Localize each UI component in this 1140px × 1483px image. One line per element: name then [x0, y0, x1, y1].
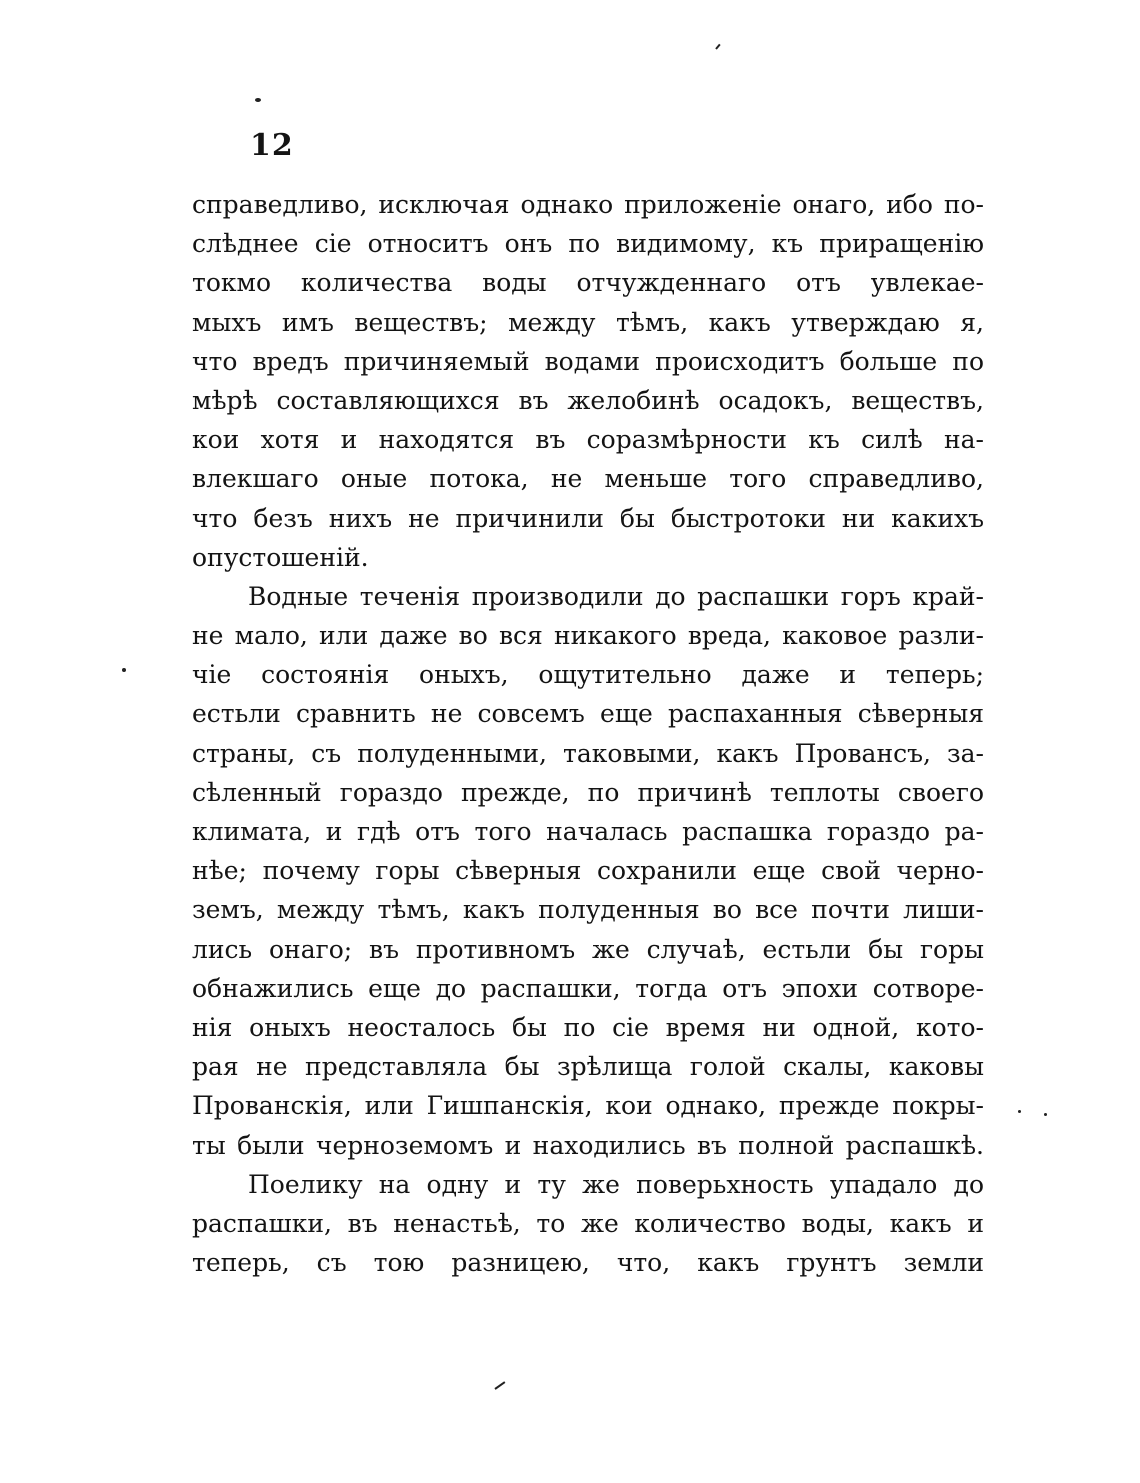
text-line: климата, и гдѣ отъ того началась распашка гораздо ра- — [192, 817, 984, 846]
scan-speck — [122, 668, 126, 672]
scan-mark — [494, 1381, 505, 1390]
text-line: влекшаго оные потока, не меньше того справедливо, — [192, 464, 984, 494]
text-line: Поелику на одну и ту же поверьхность упадало до — [248, 1169, 984, 1199]
text-line: рая не представляла бы зрѣлища голой скалы, каковы — [192, 1052, 984, 1082]
text-line: лись онаго; въ противномъ же случаѣ, естьли бы горы — [192, 934, 984, 964]
text-line: опустошеній. — [192, 542, 369, 572]
text-line: обнажились еще до распашки, тогда отъ эпохи сотворе- — [192, 973, 984, 1003]
text-line: земъ, между тѣмъ, какъ полуденныя во все почти лиши- — [192, 895, 984, 925]
text-line: кои хотя и находятся въ соразмѣрности къ силѣ на- — [192, 425, 984, 455]
text-line: мыхъ имъ веществъ; между тѣмъ, какъ утверждаю я, — [192, 307, 984, 337]
text-line: теперь, съ тою разницею, что, какъ грунтъ земли — [192, 1248, 984, 1278]
text-line: нѣе; почему горы сѣверныя сохранили еще свой черно- — [192, 856, 984, 886]
scan-speck — [1018, 1110, 1021, 1113]
scan-speck — [255, 98, 261, 102]
text-line: справедливо, исключая однако приложеніе онаго, ибо по- — [192, 190, 984, 219]
scan-speck — [1044, 1113, 1047, 1116]
text-line: Водные теченія производили до распашки горъ край- — [248, 581, 984, 611]
text-line: мѣрѣ составляющихся въ желобинѣ осадокъ, веществъ, — [192, 385, 984, 415]
text-line: сѣленный гораздо прежде, по причинѣ теплоты своего — [192, 777, 984, 807]
text-line: слѣднее сіе относитъ онъ по видимому, къ приращенію — [192, 229, 984, 259]
page-number: 12 — [250, 128, 294, 163]
text-line: не мало, или даже во вся никакого вреда, каковое разли- — [192, 621, 984, 651]
text-line: страны, съ полуденными, таковыми, какъ Провансъ, за- — [192, 738, 984, 768]
text-line: что безъ нихъ не причинили бы быстротоки ни какихъ — [192, 503, 984, 533]
text-line: нія оныхъ неосталось бы по сіе время ни одной, кото- — [192, 1012, 984, 1042]
text-line: Прованскія, или Гишпанскія, кои однако, прежде покры- — [192, 1091, 984, 1121]
scan-mark — [715, 44, 720, 50]
text-line: ты были черноземомъ и находились въ полной распашкѣ. — [192, 1130, 984, 1160]
text-line: распашки, въ ненастьѣ, то же количество воды, какъ и — [192, 1208, 984, 1238]
text-line: токмо количества воды отчужденнаго отъ увлекае- — [192, 268, 984, 298]
body-text — [192, 185, 984, 1282]
text-line: естьли сравнить не совсемъ еще распаханныя сѣверныя — [192, 699, 984, 729]
text-line: чіе состоянія оныхъ, ощутительно даже и теперь; — [192, 660, 984, 690]
text-line: что вредъ причиняемый водами происходитъ больше по — [192, 346, 984, 376]
